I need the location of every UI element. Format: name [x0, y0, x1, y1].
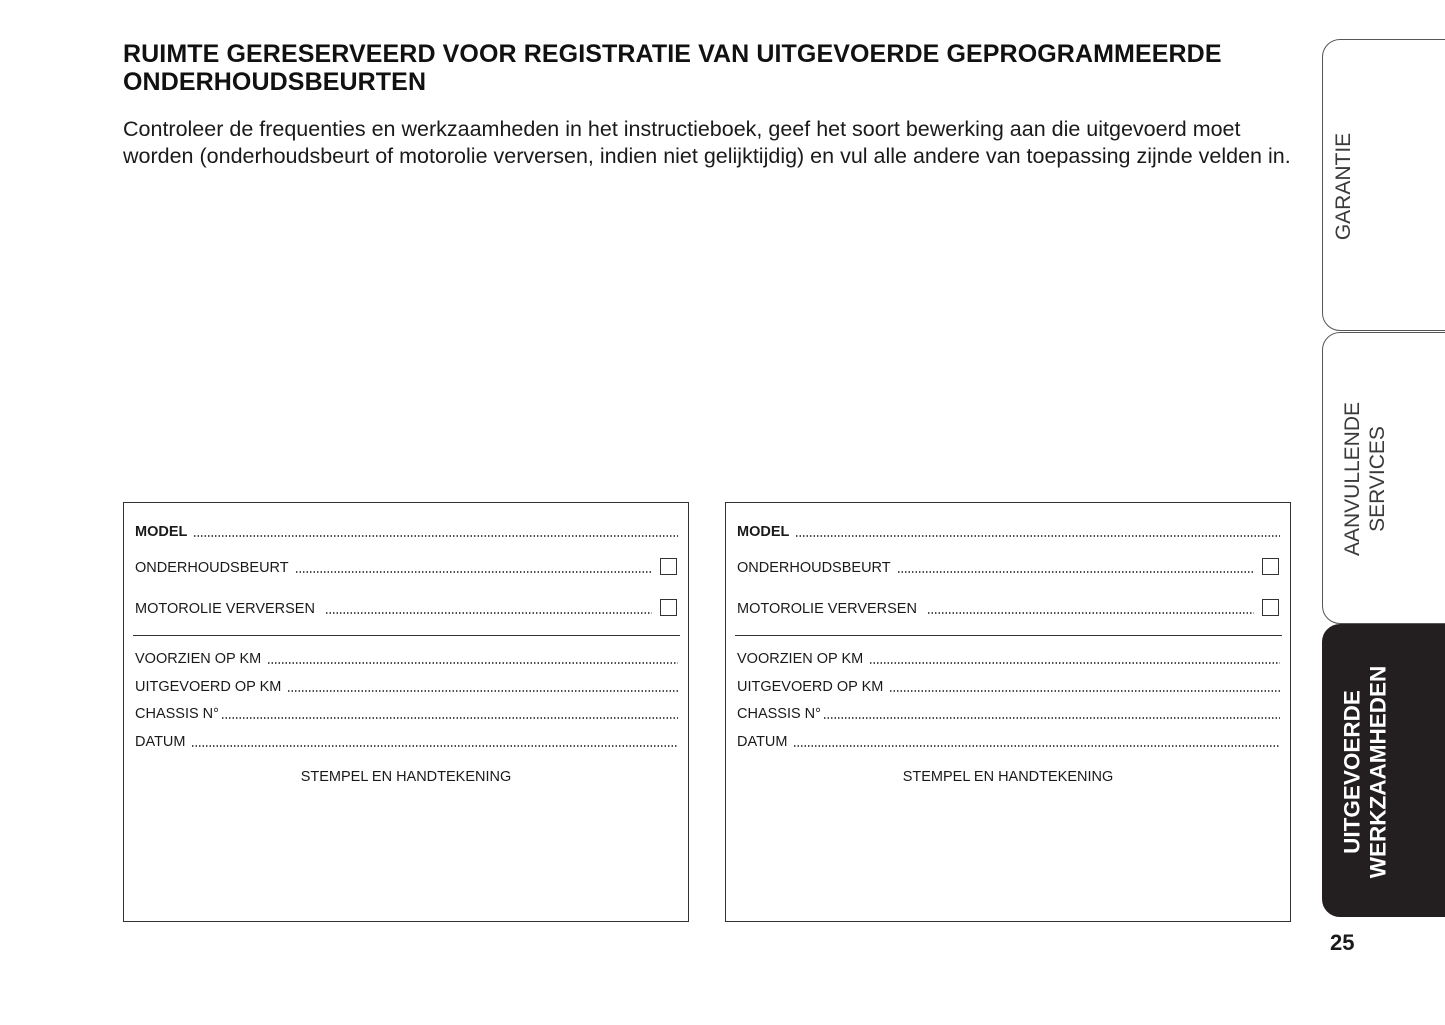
page-title: RUIMTE GERESERVEERD VOOR REGISTRATIE VAN UITGEVOERDE GEPROGRAMMEERDE ONDERHOUDSBEURTEN [123, 40, 1222, 96]
oil-change-label: MOTOROLIE VERVERSEN [737, 601, 917, 617]
tab-services-label [1340, 402, 1390, 556]
planned-km-label: VOORZIEN OP KM [737, 651, 864, 667]
model-label: MODEL [737, 524, 790, 540]
tab-werk-line-2: WERKZAAMHEDEN [1365, 665, 1390, 878]
done-km-label: UITGEVOERD OP KM [135, 679, 282, 695]
date-field[interactable] [737, 733, 1280, 751]
dotted-line [287, 689, 678, 693]
divider [133, 635, 680, 636]
chassis-field[interactable] [135, 705, 678, 723]
service-label: ONDERHOUDSBEURT [135, 560, 289, 576]
date-label: DATUM [737, 734, 788, 750]
oil-change-checkbox[interactable] [1262, 599, 1279, 616]
tab-aanvullende-services[interactable] [1322, 332, 1445, 624]
tab-werk-line-1: UITGEVOERDE [1339, 689, 1364, 854]
tab-uitgevoerde-werkzaamheden[interactable] [1322, 624, 1445, 917]
dotted-line [193, 534, 678, 538]
page-number: 25 [1330, 930, 1355, 955]
dotted-line [889, 689, 1280, 693]
tab-garantie-text: GARANTIE [1332, 132, 1356, 240]
tab-werk-label [1339, 665, 1391, 878]
done-km-field[interactable] [737, 678, 1280, 696]
service-field [737, 559, 1279, 577]
date-field[interactable] [135, 733, 678, 751]
oil-change-label: MOTOROLIE VERVERSEN [135, 601, 315, 617]
divider [735, 635, 1282, 636]
oil-change-checkbox[interactable] [660, 599, 677, 616]
chassis-label: CHASSIS N° [737, 706, 821, 722]
planned-km-field[interactable] [135, 650, 678, 668]
stamp-signature-label: STEMPEL EN HANDTEKENING [300, 769, 512, 785]
service-checkbox[interactable] [1262, 558, 1279, 575]
maintenance-record-card-2 [725, 502, 1291, 922]
chassis-label: CHASSIS N° [135, 706, 219, 722]
dotted-line [869, 661, 1280, 665]
planned-km-label: VOORZIEN OP KM [135, 651, 262, 667]
dotted-line [795, 534, 1280, 538]
tab-garantie-label-wrap [1323, 40, 1365, 332]
chassis-field[interactable] [737, 705, 1280, 723]
model-field[interactable] [737, 523, 1280, 541]
maintenance-record-card-1 [123, 502, 689, 922]
planned-km-field[interactable] [737, 650, 1280, 668]
dotted-line [927, 611, 1254, 615]
dotted-line [823, 716, 1280, 720]
done-km-field[interactable] [135, 678, 678, 696]
dotted-line [897, 570, 1254, 574]
service-label: ONDERHOUDSBEURT [737, 560, 891, 576]
model-label: MODEL [135, 524, 188, 540]
dotted-line [295, 570, 652, 574]
done-km-label: UITGEVOERD OP KM [737, 679, 884, 695]
dotted-line [267, 661, 678, 665]
date-label: DATUM [135, 734, 186, 750]
tab-werk-label-wrap [1323, 625, 1407, 918]
dotted-line [325, 611, 652, 615]
intro-paragraph: Controleer de frequenties en werkzaamheden in het instructieboek, geef het soort bewerking aan die uitgevoerd moet worden (onderhoudsbeurt of motorolie verversen, indien niet gelijktijdig) en vul alle andere van toepassing zijnde velden in. [123, 117, 1291, 168]
model-field[interactable] [135, 523, 678, 541]
service-checkbox[interactable] [660, 558, 677, 575]
oil-change-field [737, 600, 1279, 618]
tab-services-label-wrap [1323, 333, 1407, 625]
dotted-line [191, 744, 678, 748]
tab-services-line-1: AANVULLENDE [1341, 401, 1364, 557]
dotted-line [221, 716, 678, 720]
tab-garantie[interactable] [1322, 39, 1445, 331]
service-field [135, 559, 677, 577]
oil-change-field [135, 600, 677, 618]
tab-garantie-label [1332, 132, 1357, 239]
dotted-line [793, 744, 1280, 748]
tab-services-line-2: SERVICES [1366, 426, 1389, 532]
stamp-signature-label: STEMPEL EN HANDTEKENING [902, 769, 1114, 785]
